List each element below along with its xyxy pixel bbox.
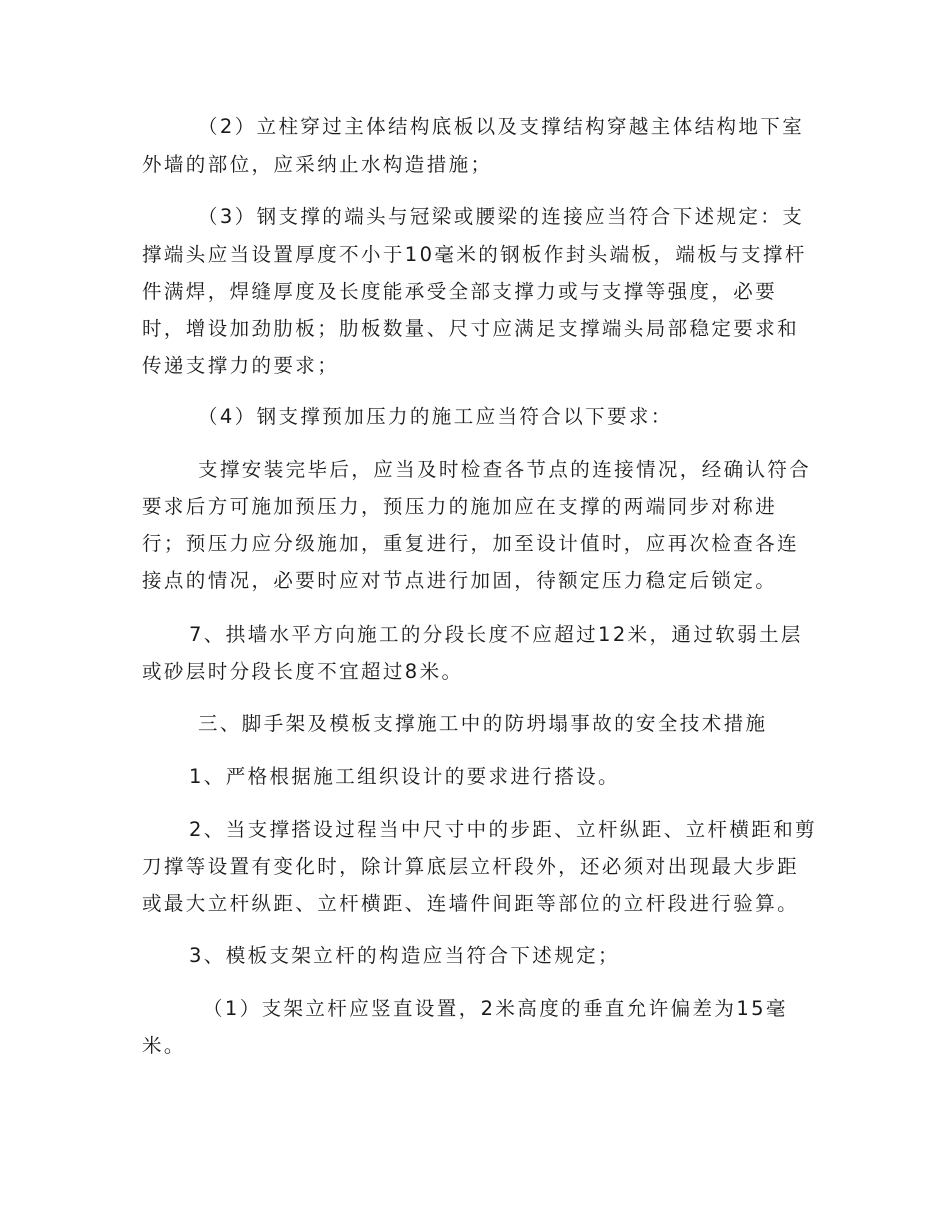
paragraph-line: （1）支架立杆应竖直设置，2米高度的垂直允许偏差为15毫 [203, 997, 788, 1020]
paragraph-line: （2）立柱穿过主体结构底板以及支撑结构穿越主体结构地下室 [198, 115, 805, 138]
paragraph-line: 或最大立杆纵距、立杆横距、连墙件间距等部位的立杆段进行验算。 [142, 892, 800, 915]
paragraph-line: 时，增设加劲肋板；肋板数量、尺寸应满足支撑端头局部稳定要求和 [142, 317, 800, 340]
paragraph-line: 接点的情况，必要时应对节点进行加固，待额定压力稳定后锁定。 [142, 569, 778, 592]
paragraph-line: 米。 [142, 1034, 186, 1057]
paragraph-line: 要求后方可施加预压力，预压力的施加应在支撑的两端同步对称进 [142, 495, 778, 518]
paragraph-line: 或砂层时分段长度不宜超过8米。 [142, 660, 464, 683]
paragraph-line: 外墙的部位，应采纳止水构造措施； [142, 153, 493, 176]
paragraph-line: 支撑安装完毕后，应当及时检查各节点的连接情况，经确认符合 [198, 458, 812, 481]
paragraph-line: 3、模板支架立杆的构造应当符合下述规定； [189, 944, 620, 967]
section-heading: 三、脚手架及模板支撑施工中的防坍塌事故的安全技术措施 [198, 712, 768, 735]
paragraph-line: 7、拱墙水平方向施工的分段长度不应超过12米，通过软弱土层 [189, 623, 803, 646]
paragraph-line: 1、严格根据施工组织设计的要求进行搭设。 [189, 765, 620, 788]
paragraph-line: （3）钢支撑的端头与冠梁或腰梁的连接应当符合下述规定：支 [198, 205, 805, 228]
paragraph-line: 2、当支撑搭设过程当中尺寸中的步距、立杆纵距、立杆横距和剪 [189, 818, 818, 841]
paragraph-line: 件满焊，焊缝厚度及长度能承受全部支撑力或与支撑等强度，必要 [142, 280, 778, 303]
paragraph-line: 传递支撑力的要求； [142, 354, 340, 377]
paragraph-line: 刀撑等设置有变化时，除计算底层立杆段外，还必须对出现最大步距 [142, 855, 800, 878]
paragraph-line: （4）钢支撑预加压力的施工应当符合以下要求： [198, 405, 673, 428]
paragraph-line: 撑端头应当设置厚度不小于10毫米的钢板作封头端板，端板与支撑杆 [142, 243, 807, 266]
paragraph-line: 行；预压力应分级施加，重复进行，加至设计值时，应再次检查各连 [142, 532, 800, 555]
